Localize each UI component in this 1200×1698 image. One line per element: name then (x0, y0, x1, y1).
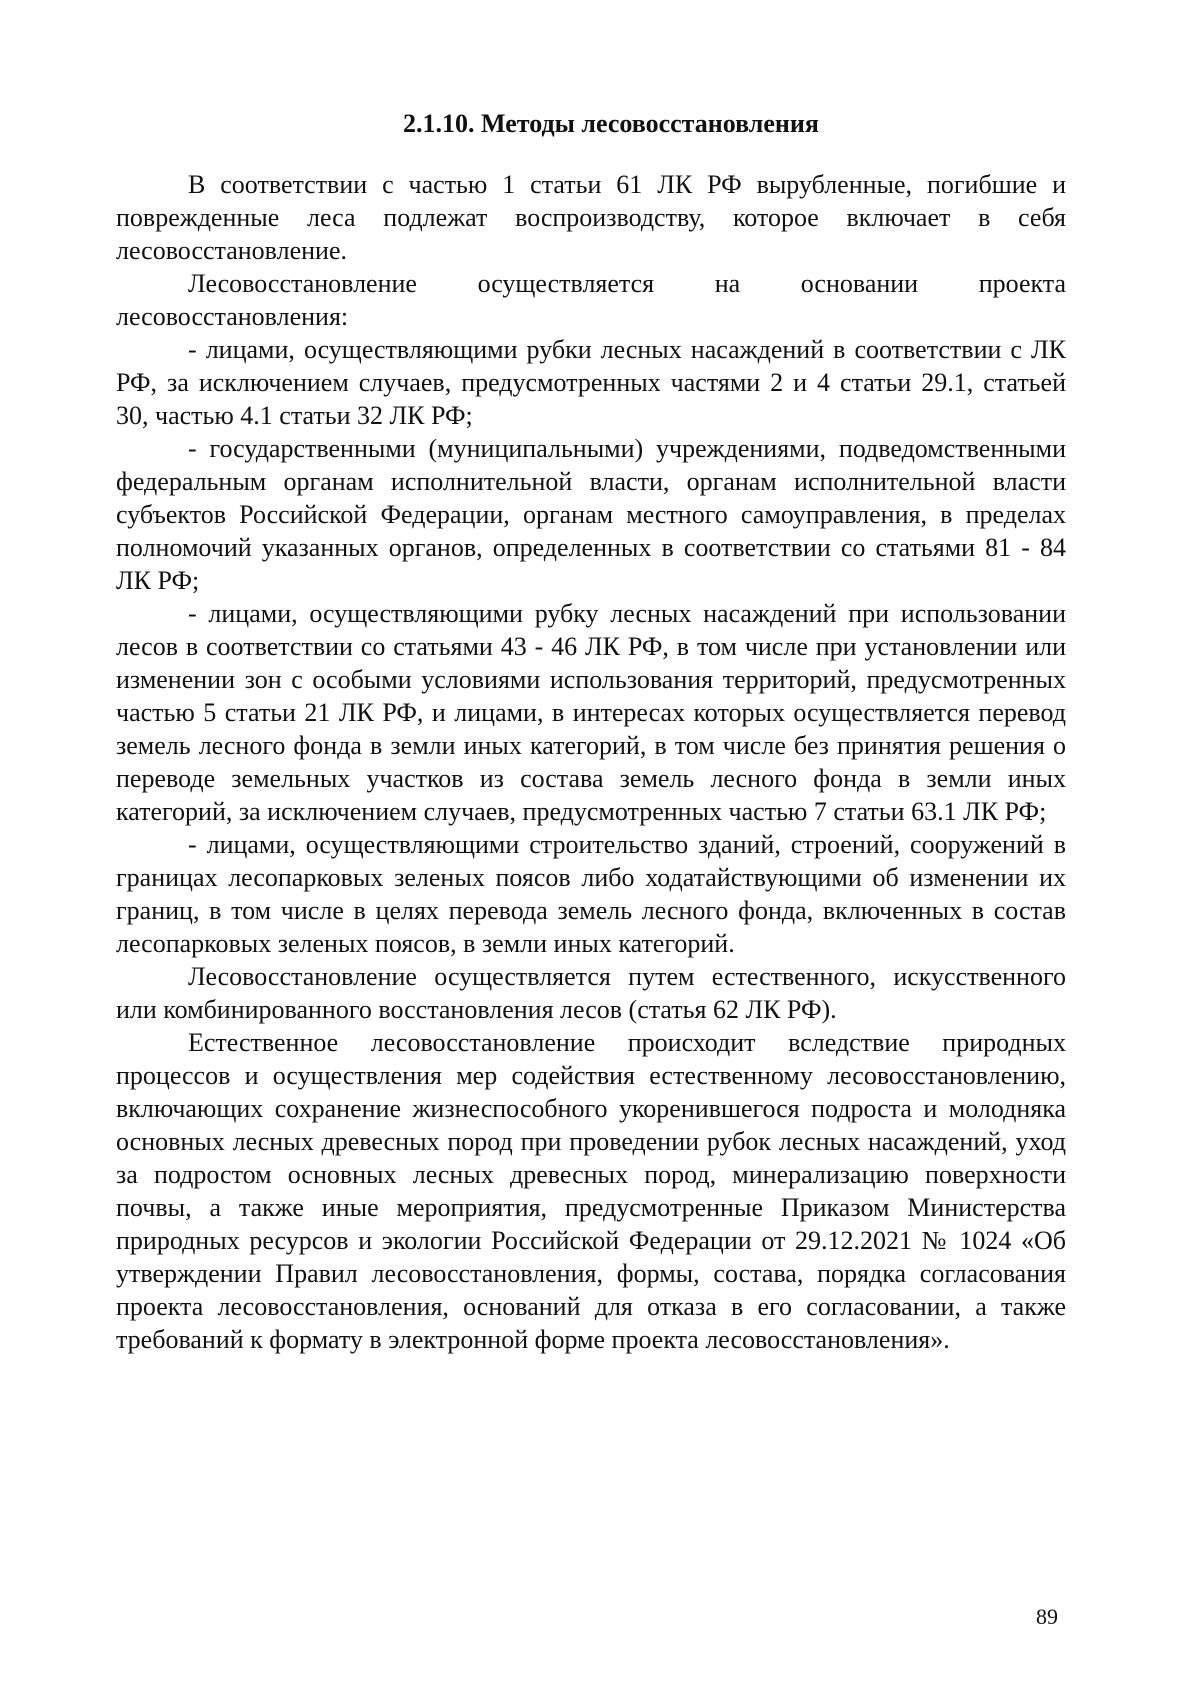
paragraph-natural-restoration: Естественное лесовосстановление происходит вследствие природных процессов и осуществления мер содействия естественному лесовосстановлению, включающих сохранение жизнеспособного укоренившегося подроста и молодняка основных лесных древесных пород при проведении рубок лесных насаждений, уход за подростом основных лесных древесных пород, минерализацию поверхности почвы, а также иные мероприятия, предусмотренные Приказом Министерства природных ресурсов и экологии Российской Федерации от 29.12.2021 № 1024 «Об утверждении Правил лесовосстановления, формы, состава, порядка согласования проекта лесовосстановления, оснований для отказа в его согласовании, а также требований к формату в электронной форме проекта лесовосстановления». (116, 1028, 1066, 1354)
document-page (116, 108, 1066, 1356)
paragraph-project-basis: Лесовосстановление осуществляется на основании проекта лесовосстановления: (116, 269, 1066, 331)
list-item-state-institutions: - государственными (муниципальными) учреждениями, подведомственными федеральным органам исполнительной власти, органам исполнительной власти субъектов Российской Федерации, органам местного самоуправления, в пределах полномочий указанных органов, определенных в соответствии со статьями 81 - 84 ЛК РФ; (116, 434, 1066, 595)
list-item-construction-persons: - лицами, осуществляющими строительство зданий, строений, сооружений в границах лесопарковых зеленых поясов либо ходатайствующими об изменении их границ, в том числе в целях перевода земель лесного фонда, включенных в состав лесопарковых зеленых поясов, в земли иных категорий. (116, 830, 1066, 958)
paragraph-reproduction: В соответствии с частью 1 статьи 61 ЛК РФ вырубленные, погибшие и поврежденные леса подлежат воспроизводству, которое включает в себя лесовосстановление. (116, 170, 1066, 265)
list-item-forest-use-persons: - лицами, осуществляющими рубку лесных насаждений при использовании лесов в соответствии со статьями 43 - 46 ЛК РФ, в том числе при установлении или изменении зон с особыми условиями использования территорий, предусмотренных частью 5 статьи 21 ЛК РФ, и лицами, в интересах которых осуществляется перевод земель лесного фонда в земли иных категорий, в том числе без принятия решения о переводе земельных участков из состава земель лесного фонда в земли иных категорий, за исключением случаев, предусмотренных частью 7 статьи 63.1 ЛК РФ; (116, 599, 1066, 826)
page-number: 89 (1036, 1604, 1058, 1629)
list-item-logging-persons: - лицами, осуществляющими рубки лесных насаждений в соответствии с ЛК РФ, за исключением случаев, предусмотренных частями 2 и 4 статьи 29.1, статьей 30, частью 4.1 статьи 32 ЛК РФ; (116, 335, 1066, 430)
section-heading: 2.1.10. Методы лесовосстановления (403, 109, 819, 138)
paragraph-restoration-methods: Лесовосстановление осуществляется путем естественного, искусственного или комбинированного восстановления лесов (статья 62 ЛК РФ). (116, 962, 1066, 1024)
